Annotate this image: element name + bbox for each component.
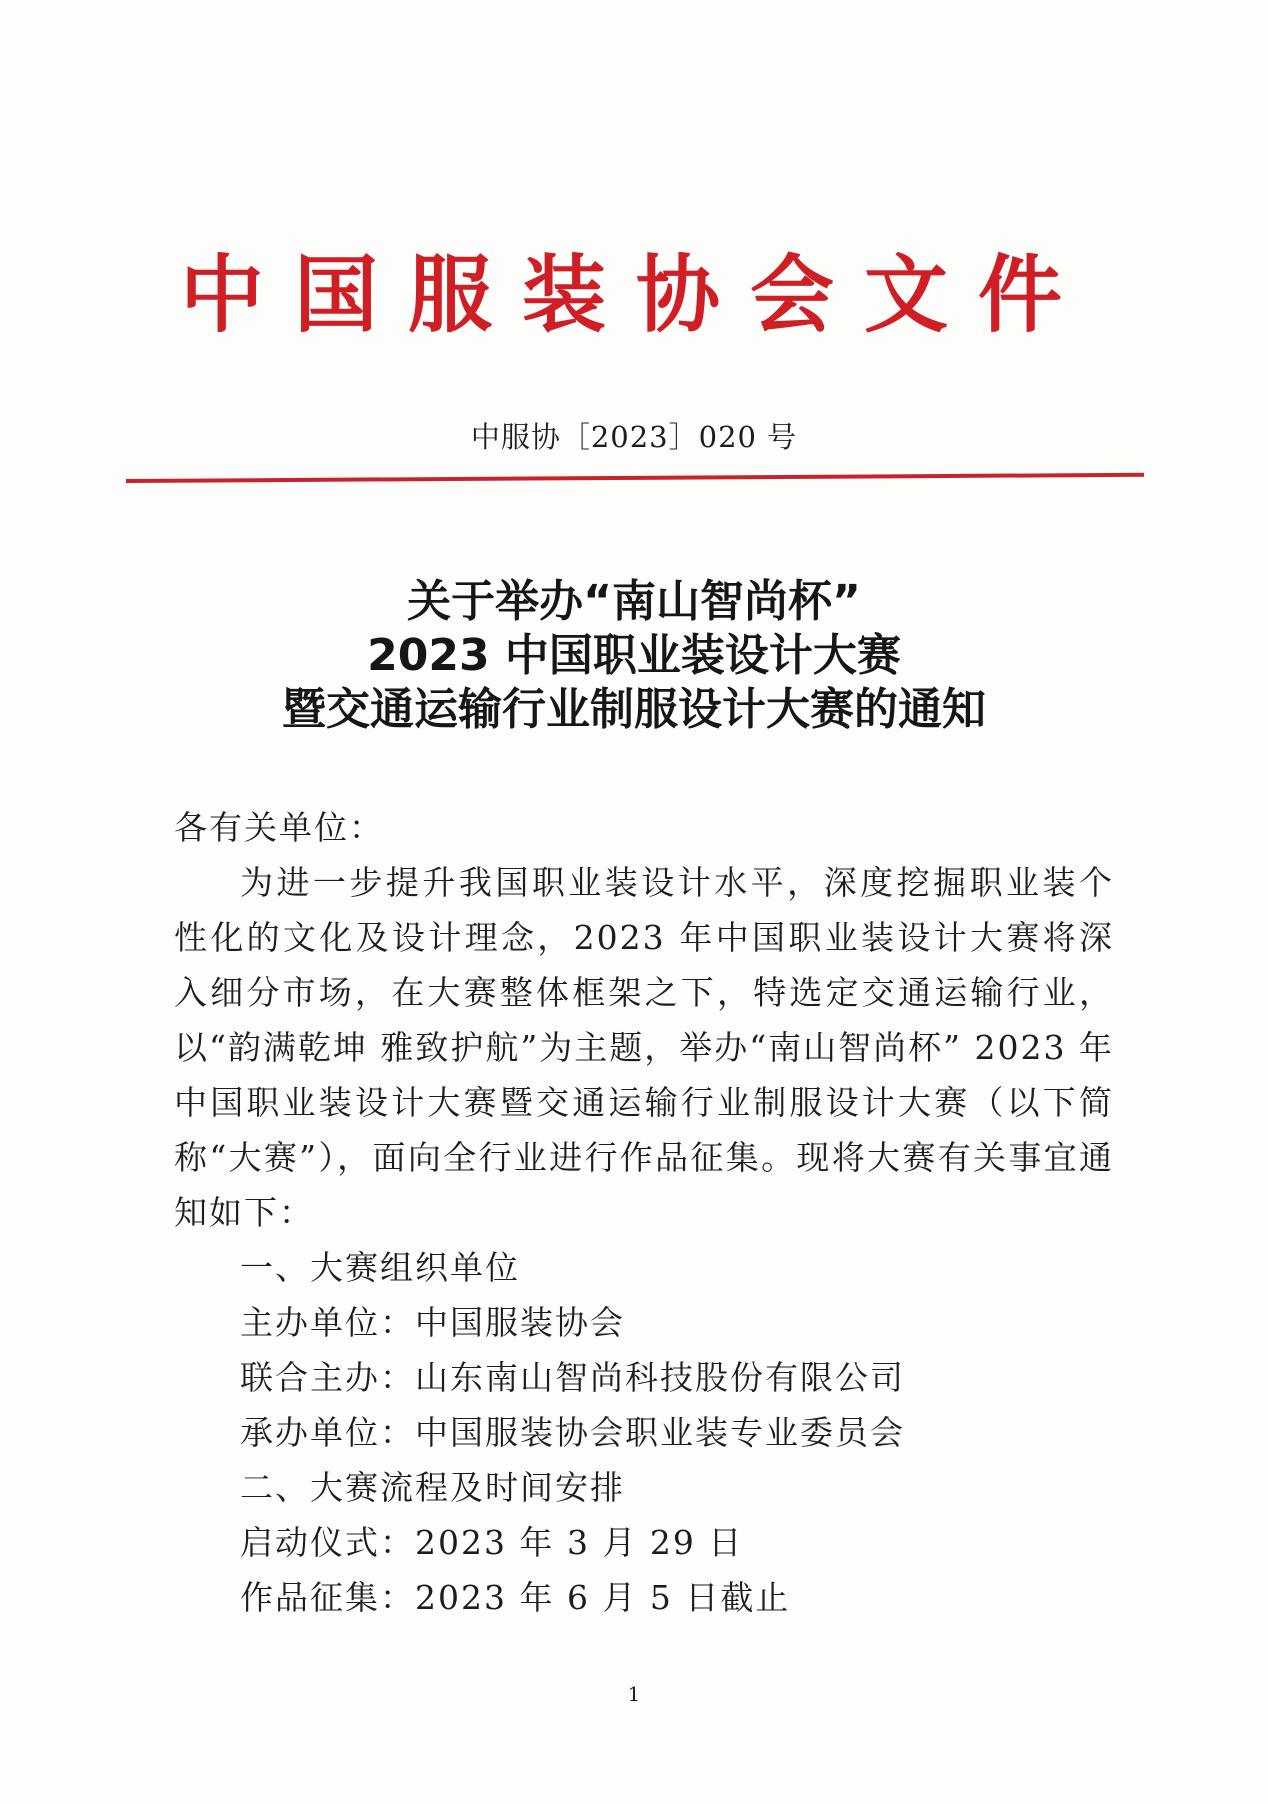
notice-title-line-1: 关于举办“南山智尚杯” — [407, 576, 861, 627]
host-unit: 主办单位：中国服装协会 — [240, 1303, 625, 1342]
organizer-unit: 承办单位：中国服装协会职业装专业委员会 — [240, 1413, 905, 1452]
issuer-header-title: 中国服装协会文件 — [180, 245, 1093, 344]
notice-title-line-2: 2023 中国职业装设计大赛 — [367, 630, 901, 681]
co-host-unit: 联合主办：山东南山智尚科技股份有限公司 — [240, 1358, 905, 1397]
section-heading-schedule: 二、大赛流程及时间安排 — [240, 1468, 625, 1507]
document-number: 中服协［2023］020 号 — [470, 420, 798, 454]
notice-title — [0, 575, 1268, 737]
salutation: 各有关单位： — [174, 808, 384, 847]
page-number: 1 — [627, 1682, 641, 1706]
red-divider-rule — [126, 473, 1144, 483]
submission-deadline: 作品征集：2023 年 6 月 5 日截止 — [240, 1578, 791, 1617]
launch-ceremony-date: 启动仪式：2023 年 3 月 29 日 — [240, 1523, 744, 1562]
notice-title-line-3: 暨交通运输行业制服设计大赛的通知 — [282, 684, 986, 735]
intro-paragraph: 为进一步提升我国职业装设计水平，深度挖掘职业装个性化的文化及设计理念，2023 年中国职业装设计大赛将深入细分市场，在大赛整体框架之下，特选定交通运输行业，以“韵满乾坤 雅致护航”为主题，举办“南山智尚杯” 2023 年中国职业装设计大赛暨交通运输行业制服设计大赛（以下简称“大赛”），面向全行业进行作品征集。现将大赛有关事宜通知如下： — [174, 863, 1114, 1232]
section-heading-organizers: 一、大赛组织单位 — [240, 1248, 520, 1287]
notice-body — [174, 800, 1114, 1625]
